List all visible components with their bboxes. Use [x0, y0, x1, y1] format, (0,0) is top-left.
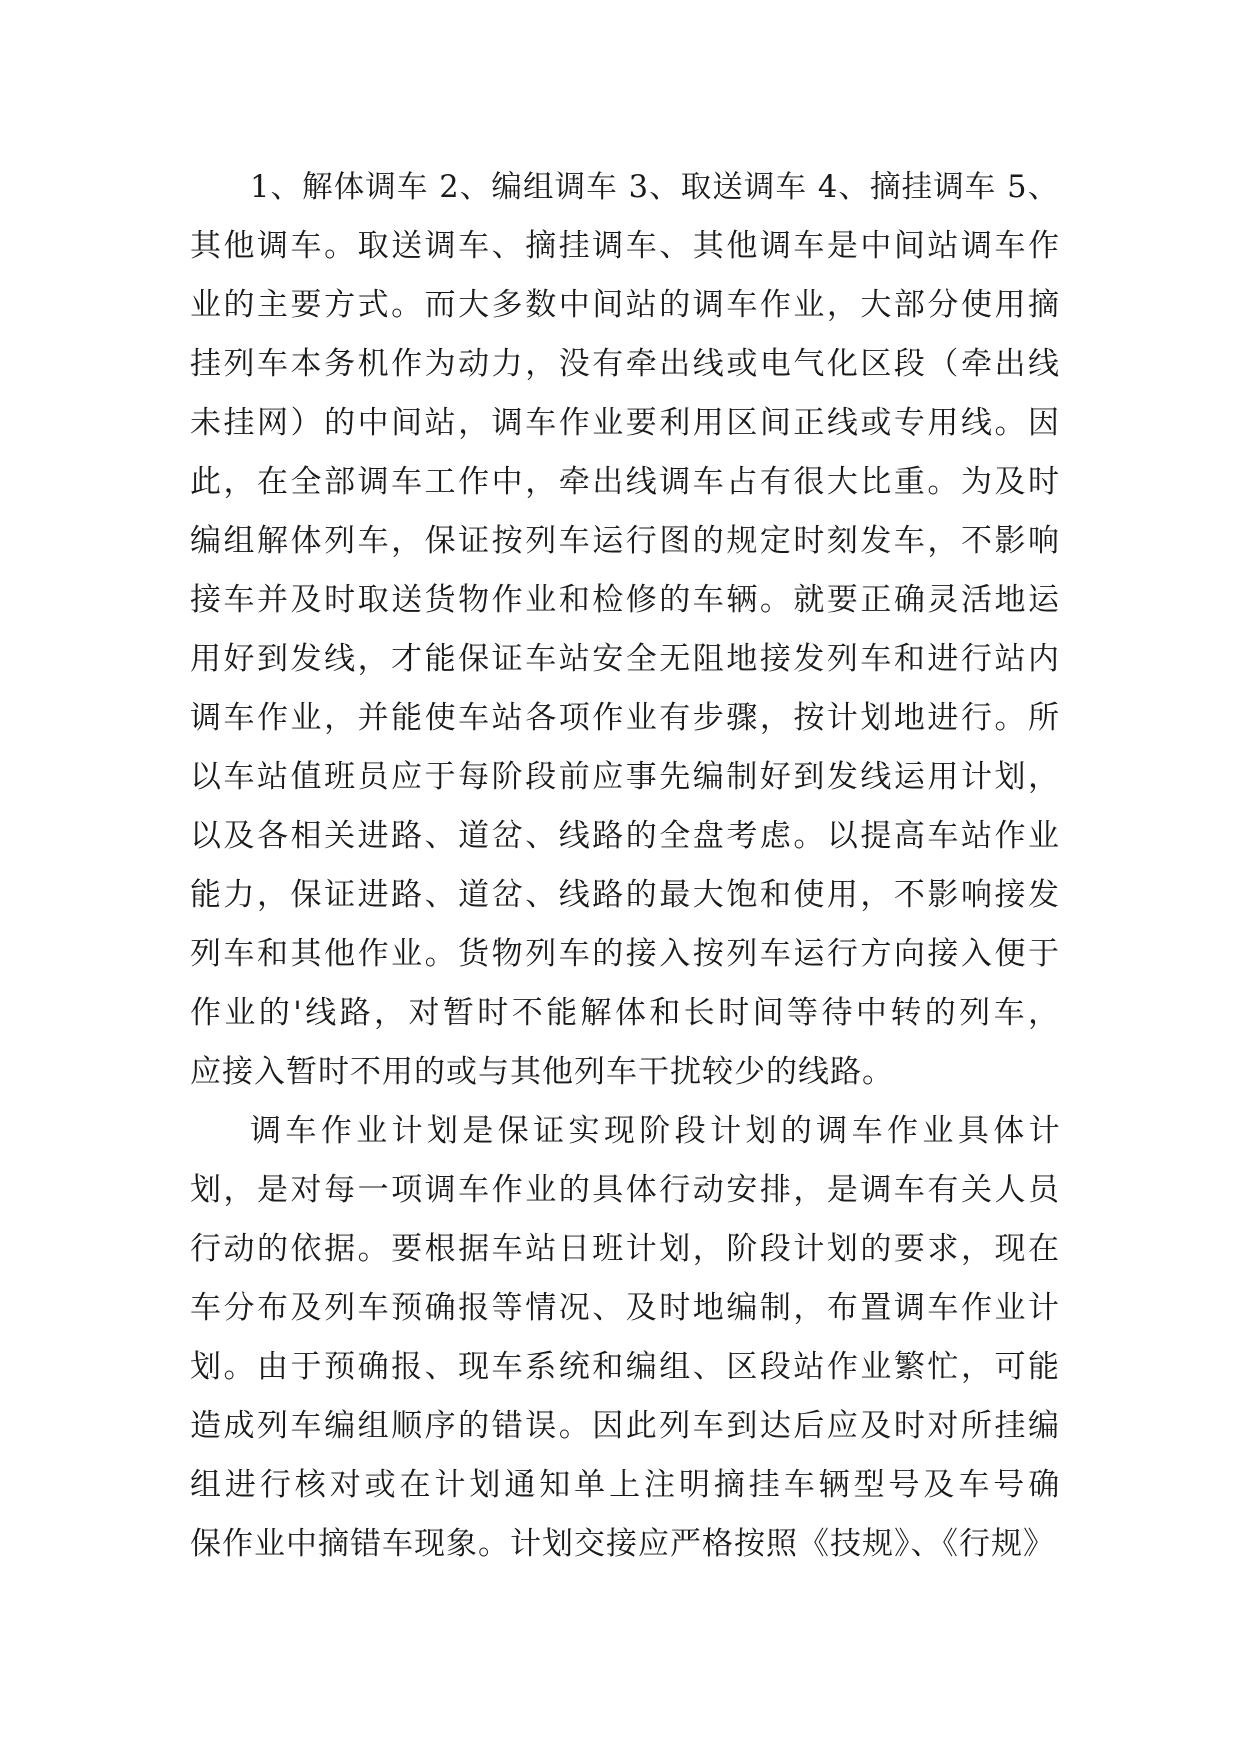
- text-line: 其他调车。取送调车、摘挂调车、其他调车是中间站调车作: [190, 228, 1062, 264]
- text-line: 保作业中摘错车现象。计划交接应严格按照《技规》、《行规》: [190, 1526, 1055, 1562]
- paragraph-2: [190, 1102, 1065, 1574]
- text-line: 造成列车编组顺序的错误。因此列车到达后应及时对所挂编: [190, 1408, 1062, 1444]
- text-line: 作业的'线路，对暂时不能解体和长时间等待中转的列车，: [190, 995, 1063, 1031]
- text-line: 接车并及时取送货物作业和检修的车辆。就要正确灵活地运: [190, 582, 1062, 618]
- text-line: 用好到发线，才能保证车站安全无阻地接发列车和进行站内: [190, 641, 1062, 677]
- text-line: 列车和其他作业。货物列车的接入按列车运行方向接入便于: [190, 936, 1062, 972]
- text-line: 调车作业计划是保证实现阶段计划的调车作业具体计: [250, 1113, 1064, 1149]
- text-line: 业的主要方式。而大多数中间站的调车作业，大部分使用摘: [190, 287, 1062, 323]
- text-line: 挂列车本务机作为动力，没有牵出线或电气化区段（牵出线: [190, 346, 1062, 382]
- text-line: 车分布及列车预确报等情况、及时地编制，布置调车作业计: [190, 1290, 1062, 1326]
- text-line: 划，是对每一项调车作业的具体行动安排，是调车有关人员: [190, 1172, 1062, 1208]
- text-line: 应接入暂时不用的或与其他列车干扰较少的线路。: [190, 1054, 894, 1090]
- text-line: 能力，保证进路、道岔、线路的最大饱和使用，不影响接发: [190, 877, 1062, 913]
- text-line: 此，在全部调车工作中，牵出线调车占有很大比重。为及时: [190, 464, 1062, 500]
- text-line: 行动的依据。要根据车站日班计划，阶段计划的要求，现在: [190, 1231, 1062, 1267]
- text-line: 以及各相关进路、道岔、线路的全盘考虑。以提高车站作业: [190, 818, 1062, 854]
- text-line: 以车站值班员应于每阶段前应事先编制好到发线运用计划，: [190, 759, 1062, 795]
- text-line: 1、解体调车 2、编组调车 3、取送调车 4、摘挂调车 5、: [250, 170, 1060, 205]
- text-line: 调车作业，并能使车站各项作业有步骤，按计划地进行。所: [190, 700, 1062, 736]
- text-line: 划。由于预确报、现车系统和编组、区段站作业繁忙，可能: [190, 1349, 1062, 1385]
- text-line: 未挂网）的中间站，调车作业要利用区间正线或专用线。因: [190, 405, 1062, 441]
- document-body: [190, 158, 1065, 1574]
- text-line: 编组解体列车，保证按列车运行图的规定时刻发车，不影响: [190, 523, 1062, 559]
- paragraph-1: [190, 158, 1065, 1102]
- text-line: 组进行核对或在计划通知单上注明摘挂车辆型号及车号确: [190, 1467, 1064, 1503]
